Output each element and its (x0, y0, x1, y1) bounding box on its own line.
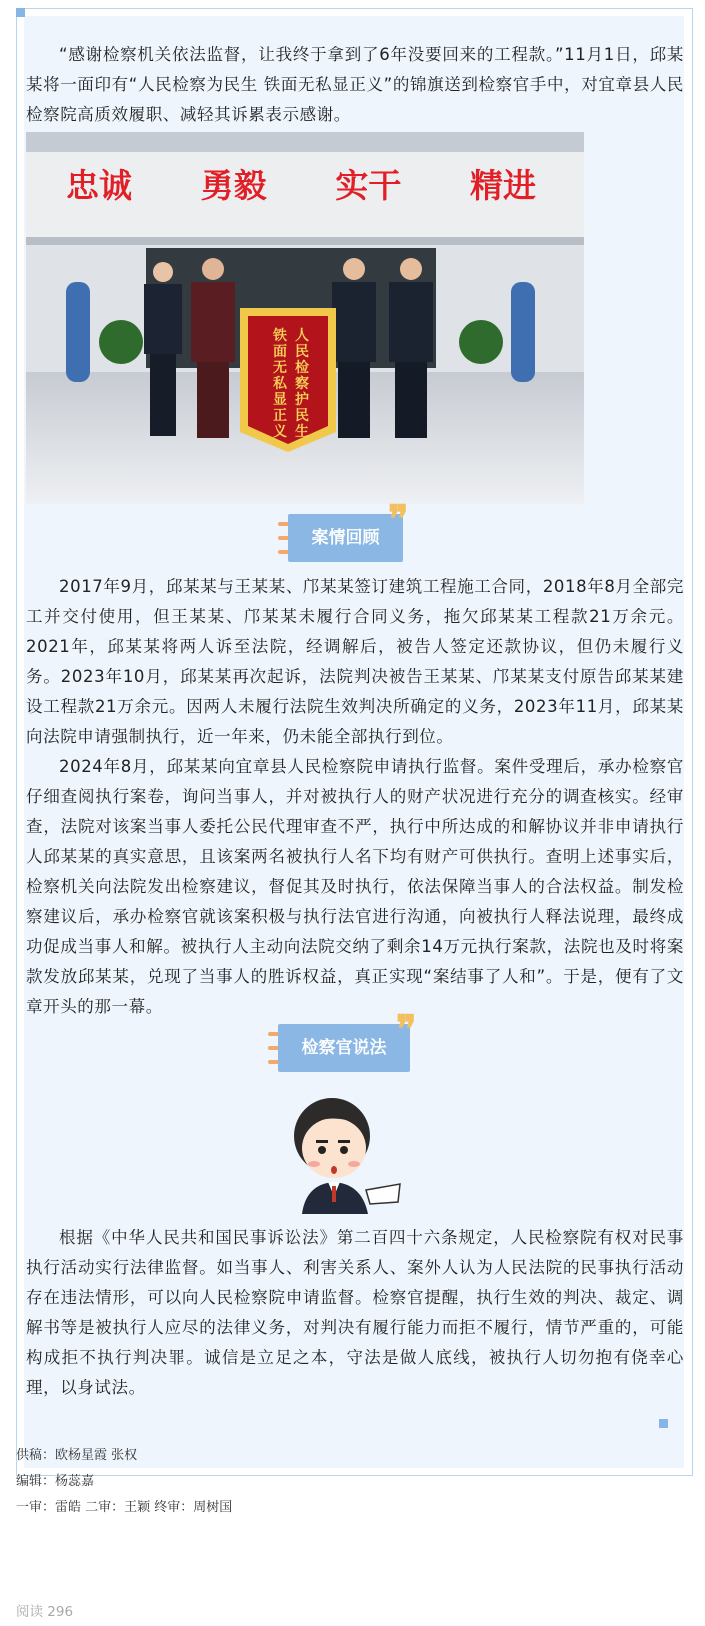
section-header-case-review (278, 496, 423, 566)
section-title: 检察官说法 (278, 1024, 410, 1072)
quote-mark-icon: ❞ (388, 496, 409, 541)
intro-paragraph: “感谢检察机关依法监督，让我终于拿到了6年没要回来的工程款。”11月1日，邱某某将一面印有“人民检察为民生 铁面无私显正义”的锦旗送到检察官手中，对宜章县人民检察院高质效履职、减轻其诉累表示感谢。 (26, 45, 684, 124)
corner-decoration-bottom-right (659, 1419, 668, 1428)
person-4 (389, 258, 433, 438)
person-3 (332, 258, 376, 438)
photo-banner: 忠诚 勇毅 实干 精进 (66, 166, 536, 205)
honor-pennant (240, 308, 336, 452)
quote-mark-icon: ❞ (396, 1006, 417, 1051)
read-count: 阅读 296 (16, 1604, 74, 1620)
section-title: 案情回顾 (288, 514, 403, 562)
credit-review: 一审：雷皓 二审：王颖 终审：周树国 (16, 1500, 233, 1515)
case-paragraph-2: 2024年8月，邱某某向宜章县人民检察院申请执行监督。案件受理后，承办检察官仔细查阅执行案卷，询问当事人，并对被执行人的财产状况进行充分的调查核实。经审查，法院对该案当事人委托公民代理审查不严，执行中所达成的和解协议并非申请执行人邱某某的真实意思，且该案两名被执行人名下均有财产可供执行。查明上述事实后，检察机关向法院发出检察建议，督促其及时执行，依法保障当事人的合法权益。制发检察建议后，承办检察官就该案积极与执行法官进行沟通，向被执行人释法说理，最终成功促成当事人和解。被执行人主动向法院交纳了剩余14万元执行案款，法院也及时将案款发放邱某某，兑现了当事人的胜诉权益，真正实现“案结事了人和”。于是，便有了文章开头的那一幕。 (26, 757, 684, 1016)
law-paragraph: 根据《中华人民共和国民事诉讼法》第二百四十六条规定，人民检察院有权对民事执行活动实行法律监督。如当事人、利害关系人、案外人认为人民法院的民事执行活动存在违法情形，可以向人民检察院申请监督。检察官提醒，执行生效的判决、裁定、调解书等是被执行人应尽的法律义务，对判决有履行能力而拒不履行，情节严重的，可能构成拒不执行判决罪。诚信是立足之本，守法是做人底线，被执行人切勿抱有侥幸心理，以身试法。 (26, 1228, 684, 1397)
credit-editor: 编辑：杨蕊嘉 (16, 1474, 95, 1489)
case-paragraph-1: 2017年9月，邱某某与王某某、邝某某签订建筑工程施工合同，2018年8月全部完工并交付使用，但王某某、邝某某未履行合同义务，拖欠邱某某工程款21万余元。2021年，邱某某将两人诉至法院，经调解后，被告人签定还款协议，但仍未履行义务。2023年10月，邱某某再次起诉，法院判决被告王某某、邝某某支付原告邱某某建设工程款21万余元。因两人未履行法院生效判决所确定的义务，2023年11月，邱某某向法院申请强制执行，近一年来，仍未能全部执行到位。 (26, 577, 684, 746)
ceremony-photo (26, 132, 584, 504)
section-header-prosecutor-explains (268, 1006, 428, 1076)
person-2 (191, 258, 235, 438)
pennant-text-left: 铁 面 无 私 显 正 义 (273, 328, 287, 440)
credit-contributors: 供稿：欧杨星霞 张权 (16, 1448, 138, 1463)
pennant-text-right: 人 民 检 察 护 民 生 (295, 328, 309, 440)
corner-decoration-top-left (16, 8, 25, 17)
cartoon-prosecutor-illustration (280, 1092, 410, 1214)
